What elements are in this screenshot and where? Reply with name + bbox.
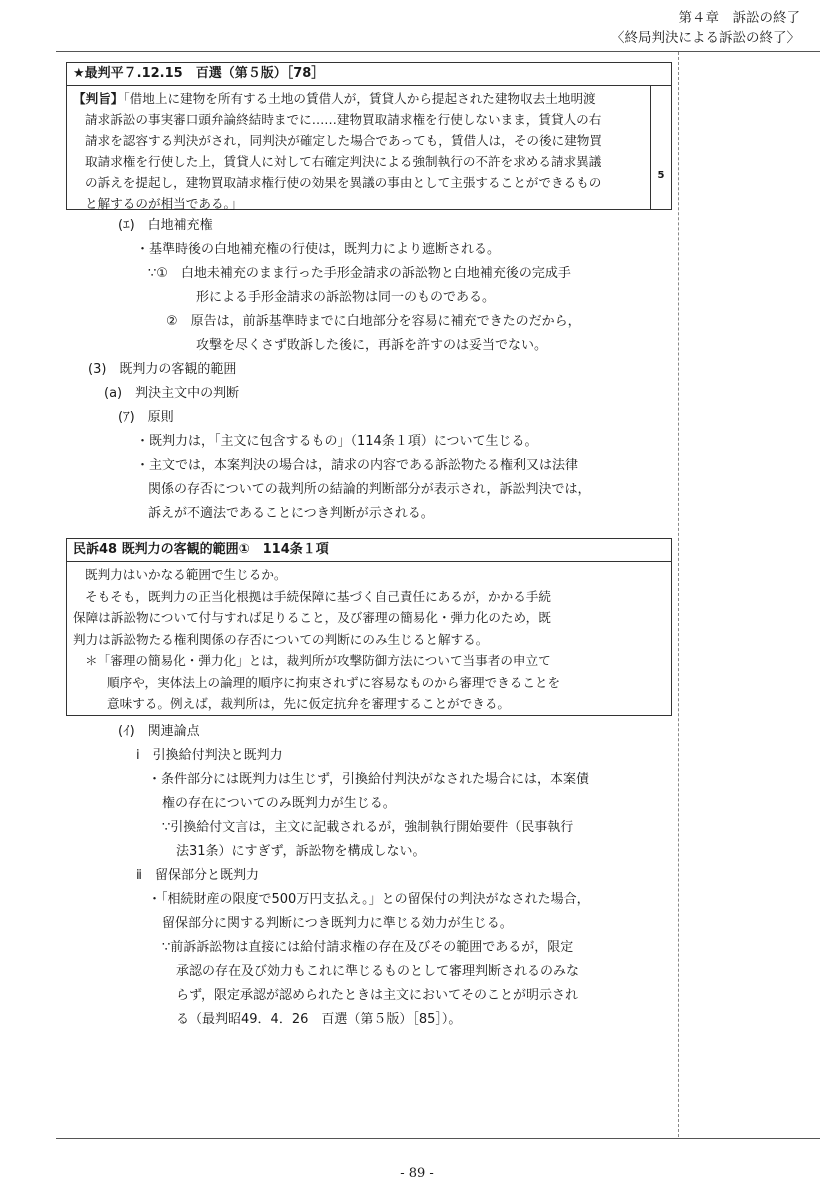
holding-line: の訴えを提起し，建物買取請求権行使の効果を異議の事由として主張することができるもの [85, 175, 602, 190]
chapter-header: 第４章 訴訟の終了 [678, 10, 800, 26]
case-holding-title: ★最判平７.12.15 百選（第５版）［78］ [67, 63, 671, 86]
holding-line: 取請求権を行使した上，賃貸人に対して右確定判決による強制執行の不許を求める請求異議 [85, 154, 602, 169]
holding-line: 請求訴訟の事実審口頭弁論終結時までに……建物買取請求権を行使しないまま，賃貸人の右 [85, 112, 602, 127]
holding-label: 【判旨】 [73, 91, 124, 106]
issue-note-line: 順序や，実体法上の論理的順序に拘束されずに容易なものから審理できることを [107, 674, 561, 690]
side-line-number: 5 [657, 170, 665, 181]
section-i-heading: (ｲ) 関連論点 [118, 724, 200, 739]
related-issue-1: ⅰ 引換給付判決と既判力 [136, 748, 283, 763]
issue-answer-line: そもそも，既判力の正当化根拠は手続保障に基づく自己責任にあるが，かかる手続 [85, 588, 551, 604]
related-issue-2-reason-cont: らず，限定承認が認められたときは主文においてそのことが明示され [176, 988, 578, 1003]
related-issue-2: ⅱ 留保部分と既判力 [136, 868, 259, 883]
section-3-bullet: ・既判力は，「主文に包含するもの」（114条１項）について生じる。 [136, 434, 538, 449]
section-e-bullet: ・基準時後の白地補充権の行使は，既判力により遮断される。 [136, 242, 501, 257]
section-3-heading: (3) 既判力の客観的範囲 [88, 362, 237, 377]
case-holding-box [66, 62, 672, 210]
section-e-reason: ∵① 白地未補充のまま行った手形金請求の訴訟物と白地補充後の完成手 [148, 266, 571, 281]
issue-box [66, 538, 672, 716]
section-3a-heading: (a) 判決主文中の判断 [104, 386, 240, 401]
section-3-bullet: ・主文では，本案判決の場合は，請求の内容である訴訟物たる権利又は法律 [136, 458, 579, 473]
issue-note-line: 意味する。例えば，裁判所は，先に仮定抗弁を審理することができる。 [107, 696, 510, 711]
section-3a-i-heading: (ｱ) 原則 [118, 410, 174, 425]
side-column [650, 85, 671, 209]
related-issue-1-bullet-cont: 権の存在についてのみ既判力が生じる。 [162, 796, 396, 811]
related-issue-2-reason-cont: 承認の存在及び効力もこれに準じるものとして審理判断されるのみな [176, 964, 580, 979]
section-e-reason: 形による手形金請求の訴訟物は同一のものである。 [196, 290, 496, 305]
related-issue-1-bullet: ・条件部分には既判力は生じず，引換給付判決がなされた場合には，本案債 [148, 772, 589, 787]
related-issue-2-reason: ∵前訴訴訟物は直接には給付請求権の存在及びその範囲であるが，限定 [162, 940, 574, 955]
section-e-heading: (ｴ) 白地補充権 [118, 218, 213, 233]
section-3-bullet-cont: 訴えが不適法であることにつき判断が示される。 [148, 506, 434, 521]
issue-note-line: ＊「審理の簡易化・弾力化」とは，裁判所が攻撃防御方法について当事者の申立て [85, 653, 551, 668]
section-header: 〈終局判決による訴訟の終了〉 [611, 30, 800, 46]
section-e-reason: ② 原告は，前訴基準時までに白地部分を容易に補充できたのだから， [166, 314, 581, 329]
case-holding-body [67, 86, 671, 216]
related-issue-2-reason-cont: る（最判昭49．4．26 百選（第５版）［85］）。 [176, 1012, 462, 1027]
issue-answer-line: 判力は訴訟物たる権利関係の存否についての判断にのみ生じると解する。 [73, 631, 489, 647]
holding-line: 請求を認容する判決がされ，同判決が確定した場合であっても，賃借人は，その後に建物買 [85, 133, 602, 148]
holding-line: と解するのが相当である。」 [85, 196, 243, 211]
related-issue-1-reason-cont: 法31条）にすぎず，訴訟物を構成しない。 [176, 844, 426, 859]
issue-question: 既判力はいかなる範囲で生じるか。 [85, 567, 287, 582]
issue-answer-line: 保障は訴訟物について付与すれば足りること，及び審理の簡易化・弾力化のため，既 [73, 610, 551, 625]
page-number: - 89 - [400, 1166, 434, 1181]
header-rule [56, 51, 820, 52]
section-e-reason: 攻撃を尽くさず敗訴した後に，再訴を許すのは妥当でない。 [196, 338, 548, 353]
issue-box-body [67, 562, 671, 717]
margin-dashed-line [678, 52, 679, 1137]
issue-box-title: 民訴48 既判力の客観的範囲① 114条１項 [67, 539, 671, 562]
footer-rule [56, 1138, 820, 1139]
related-issue-1-reason: ∵引換給付文言は，主文に記載されるが，強制執行開始要件（民事執行 [162, 820, 574, 835]
related-issue-2-bullet: ・「相続財産の限度で500万円支払え。」との留保付の判決がなされた場合， [148, 892, 590, 907]
section-3-bullet-cont: 関係の存否についての裁判所の結論的判断部分が表示され，訴訟判決では， [148, 482, 591, 497]
related-issue-2-bullet-cont: 留保部分に関する判断につき既判力に準じる効力が生じる。 [162, 916, 513, 931]
holding-line: 「借地上に建物を所有する土地の賃借人が，賃貸人から提起された建物収去土地明渡 [123, 91, 596, 106]
